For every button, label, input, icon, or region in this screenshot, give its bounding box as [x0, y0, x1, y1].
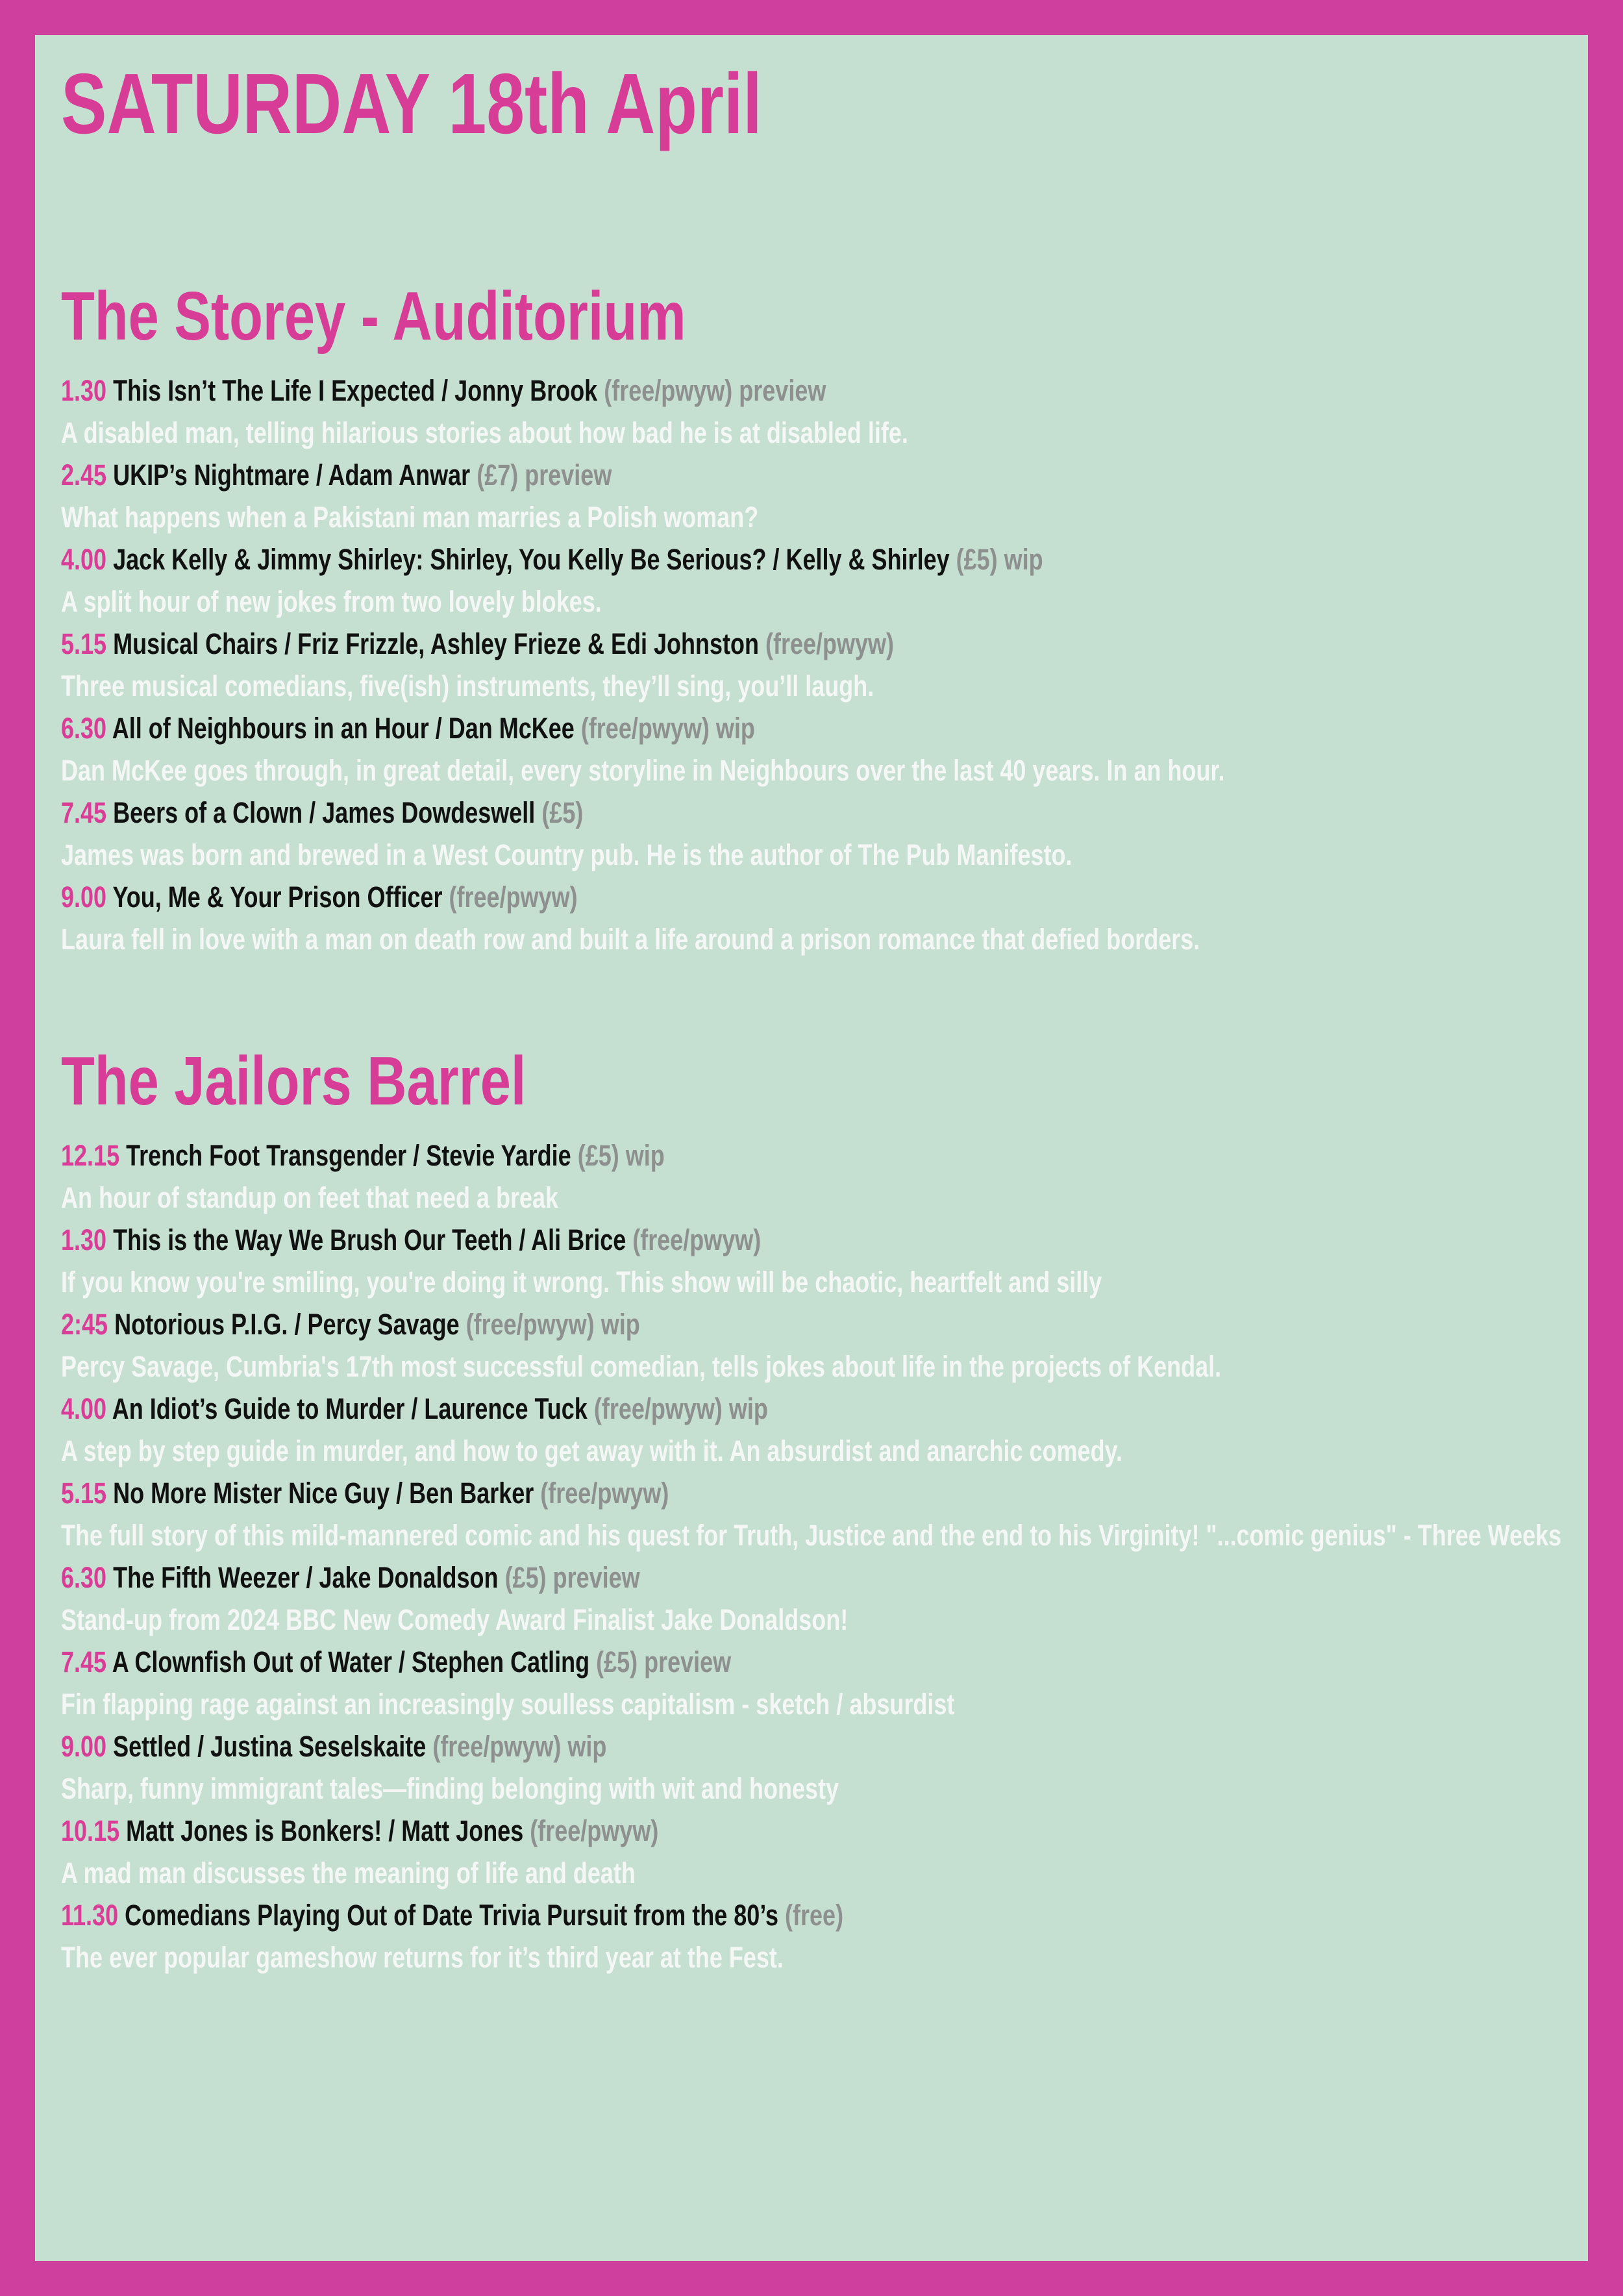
show-price: (free/pwyw): [432, 1730, 562, 1764]
show-listing: [61, 1810, 1515, 1894]
show-title: Notorious P.I.G. / Percy Savage: [114, 1308, 460, 1341]
show-price: (£5): [577, 1139, 619, 1173]
show-price: (free/pwyw): [765, 627, 895, 661]
show-time: 7.45: [61, 796, 107, 830]
day-title: SATURDAY 18th April: [61, 56, 762, 151]
show-heading: [61, 1134, 1515, 1177]
show-title: An Idiot’s Guide to Murder / Laurence Tuck: [112, 1392, 588, 1426]
show-description: James was born and brewed in a West Country pub. He is the author of The Pub Manifesto.: [61, 838, 1072, 872]
show-price: (£5): [541, 796, 584, 830]
show-title: No More Mister Nice Guy / Ben Barker: [113, 1477, 534, 1510]
show-title: This Isn’t The Life I Expected / Jonny Brook: [113, 374, 598, 408]
show-price: (free/pwyw): [632, 1223, 762, 1257]
show-title: Matt Jones is Bonkers! / Matt Jones: [126, 1814, 524, 1848]
schedule-panel: [35, 35, 1588, 2261]
show-heading: [61, 707, 1515, 749]
show-listing: [61, 792, 1515, 876]
show-price: (free/pwyw): [530, 1814, 659, 1848]
show-description: The ever popular gameshow returns for it’s third year at the Fest.: [61, 1941, 784, 1975]
show-tag: wip: [625, 1139, 665, 1173]
show-title: Beers of a Clown / James Dowdeswell: [113, 796, 536, 830]
show-listing: [61, 1134, 1515, 1219]
show-time: 2.45: [61, 458, 107, 492]
show-listing: [61, 1556, 1515, 1641]
show-title: The Fifth Weezer / Jake Donaldson: [113, 1561, 499, 1595]
show-listing: [61, 1725, 1515, 1810]
show-list: [61, 369, 1515, 960]
show-list: [61, 1134, 1562, 1978]
show-time: 2:45: [61, 1308, 108, 1341]
show-time: 4.00: [61, 543, 107, 577]
show-description: Dan McKee goes through, in great detail, every storyline in Neighbours over the last 40 years. In an hour.: [61, 754, 1225, 788]
show-time: 6.30: [61, 1561, 107, 1595]
show-time: 7.45: [61, 1645, 107, 1679]
show-heading: [61, 369, 1515, 412]
show-listing: [61, 1388, 1515, 1472]
show-tag: preview: [552, 1561, 640, 1595]
show-heading: [61, 1641, 1515, 1683]
show-title: UKIP’s Nightmare / Adam Anwar: [113, 458, 471, 492]
show-title: Trench Foot Transgender / Stevie Yardie: [126, 1139, 571, 1173]
show-description: A step by step guide in murder, and how to get away with it. An absurdist and anarchic comedy.: [61, 1434, 1122, 1468]
show-price: (free/pwyw): [604, 374, 733, 408]
show-price: (free/pwyw): [465, 1308, 595, 1341]
show-listing: [61, 707, 1515, 792]
show-tag: wip: [601, 1308, 640, 1341]
show-time: 10.15: [61, 1814, 120, 1848]
show-description: Sharp, funny immigrant tales—finding belonging with wit and honesty: [61, 1772, 839, 1806]
show-price: (£5): [956, 543, 998, 577]
show-heading: [61, 1810, 1515, 1852]
show-time: 4.00: [61, 1392, 107, 1426]
show-heading: [61, 1388, 1515, 1430]
show-time: 5.15: [61, 627, 107, 661]
show-listing: [61, 1472, 1562, 1556]
show-listing: [61, 623, 1515, 707]
show-description: A split hour of new jokes from two lovely blokes.: [61, 585, 602, 619]
show-description: Stand-up from 2024 BBC New Comedy Award Finalist Jake Donaldson!: [61, 1603, 849, 1637]
venue-title: The Storey - Auditorium: [61, 278, 686, 355]
show-tag: preview: [644, 1645, 732, 1679]
show-price: (free/pwyw): [580, 712, 710, 745]
show-title: You, Me & Your Prison Officer: [112, 880, 443, 914]
show-heading: [61, 1725, 1515, 1767]
show-listing: [61, 1303, 1515, 1388]
show-title: Musical Chairs / Friz Frizzle, Ashley Frieze & Edi Johnston: [113, 627, 759, 661]
show-description: An hour of standup on feet that need a break: [61, 1181, 559, 1215]
show-time: 11.30: [61, 1899, 119, 1932]
show-title: All of Neighbours in an Hour / Dan McKee: [112, 712, 575, 745]
show-time: 9.00: [61, 880, 107, 914]
show-time: 9.00: [61, 1730, 107, 1764]
show-time: 1.30: [61, 1223, 107, 1257]
show-heading: [61, 792, 1515, 834]
show-listing: [61, 454, 1515, 538]
show-description: A mad man discusses the meaning of life and death: [61, 1856, 636, 1890]
show-description: Percy Savage, Cumbria's 17th most successful comedian, tells jokes about life in the projects of Kendal.: [61, 1350, 1222, 1384]
show-heading: [61, 876, 1515, 918]
show-title: This is the Way We Brush Our Teeth / Ali Brice: [113, 1223, 626, 1257]
show-description: A disabled man, telling hilarious stories about how bad he is at disabled life.: [61, 416, 908, 450]
show-time: 1.30: [61, 374, 107, 408]
show-heading: [61, 1303, 1515, 1345]
show-tag: preview: [525, 458, 612, 492]
show-description: What happens when a Pakistani man marries a Polish woman?: [61, 501, 759, 534]
show-time: 6.30: [61, 712, 107, 745]
show-heading: [61, 1894, 1515, 1936]
show-description: Three musical comedians, five(ish) instruments, they’ll sing, you’ll laugh.: [61, 669, 874, 703]
show-listing: [61, 876, 1515, 960]
show-tag: preview: [739, 374, 826, 408]
show-heading: [61, 1472, 1515, 1514]
show-heading: [61, 1556, 1515, 1599]
show-heading: [61, 538, 1515, 580]
show-heading: [61, 623, 1515, 665]
show-tag: wip: [1004, 543, 1043, 577]
show-tag: wip: [728, 1392, 768, 1426]
show-price: (£7): [477, 458, 519, 492]
show-price: (free): [785, 1899, 844, 1932]
venue-storey-auditorium: [61, 275, 1515, 960]
show-description: Fin flapping rage against an increasingly soulless capitalism - sketch / absurdist: [61, 1688, 955, 1721]
show-time: 12.15: [61, 1139, 120, 1173]
show-listing: [61, 1894, 1515, 1978]
show-listing: [61, 1219, 1515, 1303]
show-listing: [61, 538, 1515, 623]
show-listing: [61, 1641, 1515, 1725]
show-price: (free/pwyw): [540, 1477, 669, 1510]
venue-title: The Jailors Barrel: [61, 1043, 527, 1119]
venue-jailors-barrel: [61, 1040, 1562, 1978]
show-tag: wip: [715, 712, 755, 745]
show-title: Comedians Playing Out of Date Trivia Pursuit from the 80’s: [125, 1899, 779, 1932]
show-heading: [61, 1219, 1515, 1261]
show-tag: wip: [567, 1730, 607, 1764]
show-description: If you know you're smiling, you're doing it wrong. This show will be chaotic, heartfelt and silly: [61, 1266, 1102, 1299]
show-listing: [61, 369, 1515, 454]
show-price: (£5): [596, 1645, 638, 1679]
show-description: The full story of this mild-mannered comic and his quest for Truth, Justice and the end to his Virginity! "...comic genius" - Three Weeks: [61, 1519, 1562, 1553]
show-time: 5.15: [61, 1477, 107, 1510]
show-price: (free/pwyw): [593, 1392, 723, 1426]
show-heading: [61, 454, 1515, 496]
show-title: A Clownfish Out of Water / Stephen Catling: [112, 1645, 590, 1679]
show-price: (£5): [504, 1561, 547, 1595]
show-description: Laura fell in love with a man on death row and built a life around a prison romance that defied borders.: [61, 923, 1200, 956]
show-title: Jack Kelly & Jimmy Shirley: Shirley, You Kelly Be Serious? / Kelly & Shirley: [113, 543, 950, 577]
show-price: (free/pwyw): [449, 880, 578, 914]
show-title: Settled / Justina Seselskaite: [113, 1730, 427, 1764]
